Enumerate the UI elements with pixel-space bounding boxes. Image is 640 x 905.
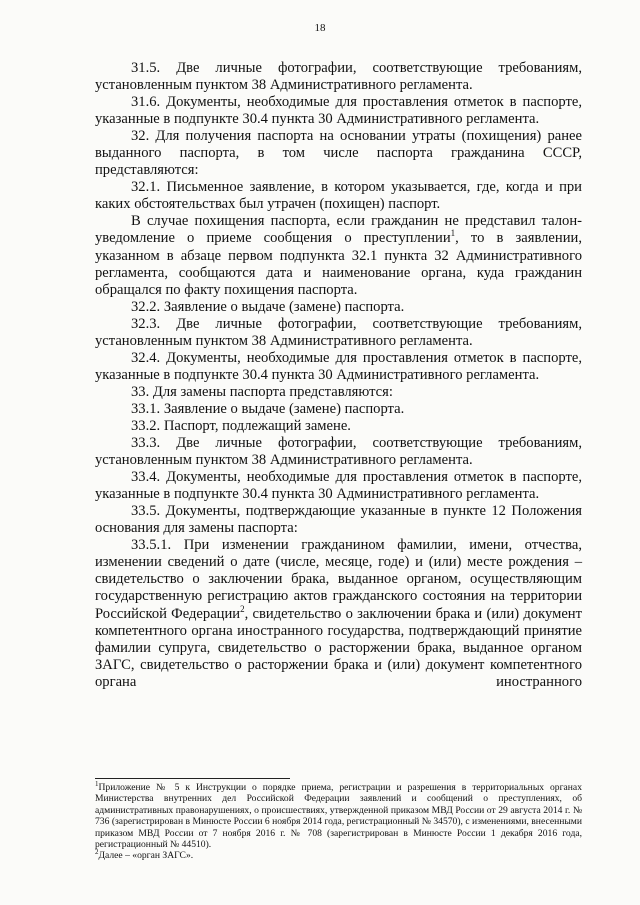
footnote-2	[95, 850, 582, 861]
paragraph-32-2: 32.2. Заявление о выдаче (замене) паспорта.	[131, 298, 405, 315]
paragraph-text: 33.5.1. При изменении гражданином фамилии, имени, отчества, изменении сведений о дате (числе, месяце, годе) и (или) месте рождения – свидетельство о заключении брака, выданное органом, осуществляющим государственную регистрацию актов гражданского состояния на территории Российской Федерации	[95, 537, 582, 622]
paragraph-33-3: 33.3. Две личные фотографии, соответствующие требованиям, установленным пунктом 38 Административного регламента.	[95, 435, 582, 469]
paragraph-32-1: 32.1. Письменное заявление, в котором указывается, где, когда и при каких обстоятельствах был утрачен (похищен) паспорт.	[95, 179, 582, 213]
page-number: 18	[314, 22, 326, 34]
paragraph-33: 33. Для замены паспорта представляются:	[131, 383, 393, 400]
paragraph-32-1-theft	[95, 213, 582, 298]
footnote-marker: 2	[95, 848, 99, 857]
paragraph-text-continued: , то в заявлении, указанном в абзаце первом подпункта 32.1 пункта 32 Административного регламента, сообщаются дата и наименование органа, куда гражданин обращался по факту похищения паспорта.	[95, 230, 582, 298]
body-text	[95, 60, 582, 691]
footnotes	[95, 779, 582, 862]
footnote-ref-2[interactable]: 2	[240, 603, 245, 614]
paragraph-33-5-1	[95, 537, 582, 690]
paragraph-33-1: 33.1. Заявление о выдаче (замене) паспорта.	[131, 400, 405, 417]
footnote-text: Приложение № 5 к Инструкции о порядке приема, регистрации и разрешения в территориальных органах Министерства внутренних дел Российской Федерации заявлений и сообщений о преступлениях, об административных правонарушениях, о происшествиях, утвержденной приказом МВД России от 29 августа 2014 г. № 736 (зарегистрирован в Минюсте России 6 ноября 2014 года, регистрационный № 34570), с изменениями, внесенными приказом МВД России от 7 ноября 2016 г. № 708 (зарегистрирован в Минюсте России 1 декабря 2016 года, регистрационный № 44510).	[95, 782, 582, 851]
paragraph-33-4: 33.4. Документы, необходимые для проставления отметок в паспорте, указанные в подпункте 30.4 пункта 30 Административного регламента.	[95, 469, 582, 503]
footnote-marker: 1	[95, 779, 99, 788]
paragraph-32-4: 32.4. Документы, необходимые для проставления отметок в паспорте, указанные в подпункте 30.4 пункта 30 Административного регламента.	[95, 349, 582, 383]
paragraph-32: 32. Для получения паспорта на основании утраты (похищения) ранее выданного паспорта, в том числе паспорта гражданина СССР, представляются:	[95, 128, 582, 179]
footnote-1	[95, 779, 582, 851]
paragraph-33-5: 33.5. Документы, подтверждающие указанные в пункте 12 Положения основания для замены паспорта:	[95, 503, 582, 537]
footnote-divider	[95, 778, 290, 779]
paragraph-text-continued: , свидетельство о заключении брака и (или) документ компетентного органа иностранного государства, подтверждающий принятие фамилии супруга, свидетельство о расторжении брака, выданное органом ЗАГС, свидетельство о расторжении брака и (или) документ компетентного органа иностранного	[95, 605, 582, 690]
footnote-text: Далее – «орган ЗАГС».	[98, 850, 194, 862]
paragraph-31-5: 31.5. Две личные фотографии, соответствующие требованиям, установленным пунктом 38 Административного регламента.	[95, 60, 582, 94]
footnote-ref-1[interactable]: 1	[450, 228, 456, 239]
paragraph-text: В случае похищения паспорта, если гражданин не представил талон-уведомление о приеме сообщения о преступлении	[95, 213, 582, 247]
paragraph-32-3: 32.3. Две личные фотографии, соответствующие требованиям, установленным пунктом 38 Административного регламента.	[95, 315, 582, 349]
paragraph-31-6: 31.6. Документы, необходимые для проставления отметок в паспорте, указанные в подпункте 30.4 пункта 30 Административного регламента.	[95, 94, 582, 128]
paragraph-33-2: 33.2. Паспорт, подлежащий замене.	[131, 417, 351, 434]
